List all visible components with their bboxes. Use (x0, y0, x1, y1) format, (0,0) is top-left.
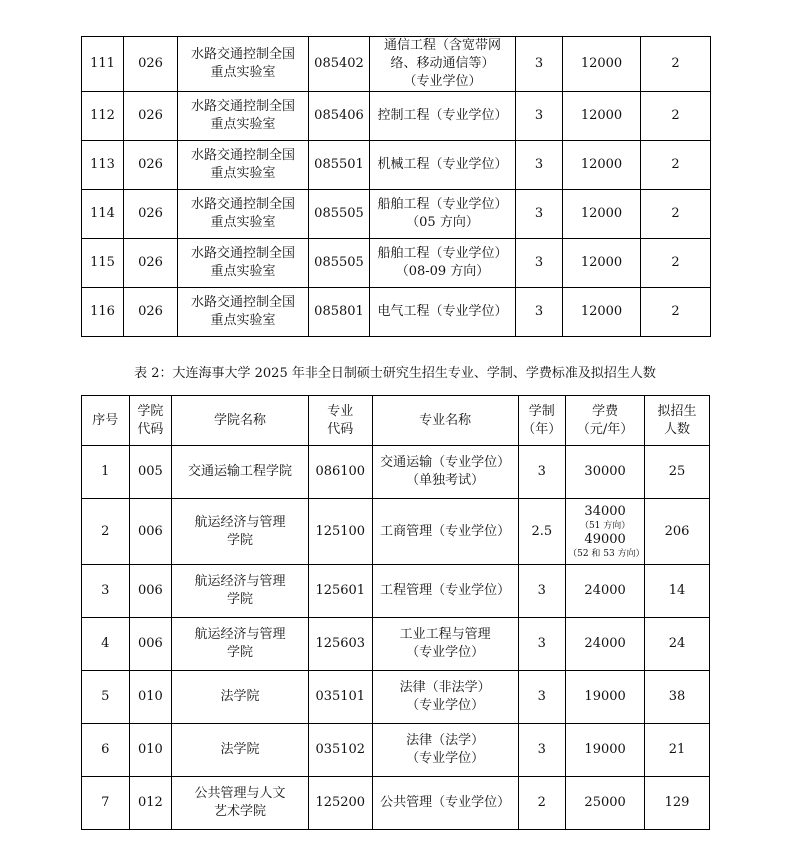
cell-major-code: 086100 (308, 446, 372, 499)
cell-fee: 25000 (566, 777, 645, 830)
cell-major-code: 085505 (309, 239, 370, 288)
cell-college-name: 水路交通控制全国 重点实验室 (178, 37, 309, 92)
cell-college-name: 水路交通控制全国 重点实验室 (178, 190, 309, 239)
header-college-name: 学院名称 (172, 396, 309, 446)
table-1 (81, 36, 711, 337)
cell-major-name: 通信工程（含宽带网 络、移动通信等） （专业学位） (370, 37, 516, 92)
cell-major-name: 控制工程（专业学位） (370, 92, 516, 141)
table-row (82, 239, 711, 288)
header-fee: 学费 （元/年） (566, 396, 645, 446)
cell-no: 6 (82, 724, 130, 777)
cell-quota: 14 (645, 565, 710, 618)
cell-no: 112 (82, 92, 124, 141)
cell-college-code: 010 (129, 724, 172, 777)
cell-major-name: 工程管理（专业学位） (372, 565, 518, 618)
cell-college-code: 006 (129, 618, 172, 671)
table-row (82, 671, 710, 724)
cell-major-name: 工商管理（专业学位） (372, 499, 518, 565)
cell-quota: 129 (645, 777, 710, 830)
table-row (82, 190, 711, 239)
cell-major-code: 085402 (309, 37, 370, 92)
cell-no: 111 (82, 37, 124, 92)
header-quota: 拟招生 人数 (645, 396, 710, 446)
cell-quota: 2 (641, 92, 711, 141)
table-2-caption: 表 2：大连海事大学 2025 年非全日制硕士研究生招生专业、学制、学费标准及拟招生人数 (134, 366, 656, 381)
cell-years: 3 (516, 190, 563, 239)
cell-major-code: 125601 (308, 565, 372, 618)
cell-no: 1 (82, 446, 130, 499)
cell-major-name: 公共管理（专业学位） (372, 777, 518, 830)
table-row (82, 446, 710, 499)
cell-years: 3 (518, 724, 566, 777)
cell-college-code: 026 (124, 239, 178, 288)
cell-quota: 206 (645, 499, 710, 565)
cell-major-code: 125200 (308, 777, 372, 830)
cell-years: 3 (518, 618, 566, 671)
cell-college-code: 026 (124, 288, 178, 337)
cell-college-code: 026 (124, 92, 178, 141)
cell-major-name: 交通运输（专业学位） （单独考试） (372, 446, 518, 499)
cell-no: 113 (82, 141, 124, 190)
table-row (82, 37, 711, 92)
cell-college-name: 水路交通控制全国 重点实验室 (178, 141, 309, 190)
cell-fee: 19000 (566, 724, 645, 777)
cell-college-name: 交通运输工程学院 (172, 446, 309, 499)
cell-major-name: 电气工程（专业学位） (370, 288, 516, 337)
cell-quota: 24 (645, 618, 710, 671)
header-no: 序号 (82, 396, 130, 446)
cell-major-code: 125100 (308, 499, 372, 565)
cell-fee: 12000 (563, 239, 641, 288)
cell-fee (566, 499, 645, 565)
table-row (82, 141, 711, 190)
header-major-name: 专业名称 (372, 396, 518, 446)
cell-major-name: 工业工程与管理 （专业学位） (372, 618, 518, 671)
table-2-header (82, 396, 710, 446)
cell-major-code: 085406 (309, 92, 370, 141)
cell-fee: 12000 (563, 190, 641, 239)
table-2 (81, 395, 710, 830)
table-row (82, 92, 711, 141)
cell-no: 3 (82, 565, 130, 618)
cell-major-code: 035102 (308, 724, 372, 777)
table-1-body (82, 37, 711, 337)
table-row (82, 288, 711, 337)
cell-quota: 2 (641, 190, 711, 239)
fee-option-b: 49000 (584, 531, 626, 547)
cell-quota: 38 (645, 671, 710, 724)
table-row (82, 724, 710, 777)
cell-years: 3 (518, 565, 566, 618)
cell-college-name: 公共管理与人文 艺术学院 (172, 777, 309, 830)
cell-college-code: 026 (124, 190, 178, 239)
header-college-code: 学院 代码 (129, 396, 172, 446)
cell-no: 5 (82, 671, 130, 724)
cell-no: 7 (82, 777, 130, 830)
cell-fee: 12000 (563, 141, 641, 190)
cell-college-name: 航运经济与管理 学院 (172, 565, 309, 618)
fee-option-a-note: （51 方向） (579, 520, 631, 531)
cell-quota: 21 (645, 724, 710, 777)
cell-college-code: 026 (124, 37, 178, 92)
cell-no: 115 (82, 239, 124, 288)
cell-college-name: 水路交通控制全国 重点实验室 (178, 92, 309, 141)
cell-quota: 2 (641, 239, 711, 288)
cell-years: 3 (516, 92, 563, 141)
cell-fee: 30000 (566, 446, 645, 499)
table-2-body (82, 446, 710, 830)
header-row (82, 396, 710, 446)
cell-college-code: 010 (129, 671, 172, 724)
table-row (82, 565, 710, 618)
cell-fee: 24000 (566, 565, 645, 618)
cell-college-name: 水路交通控制全国 重点实验室 (178, 288, 309, 337)
cell-major-name: 船舶工程（专业学位） （05 方向） (370, 190, 516, 239)
table-row (82, 499, 710, 565)
cell-fee: 12000 (563, 288, 641, 337)
cell-college-code: 012 (129, 777, 172, 830)
cell-college-code: 006 (129, 499, 172, 565)
cell-college-name: 法学院 (172, 724, 309, 777)
cell-no: 2 (82, 499, 130, 565)
cell-no: 4 (82, 618, 130, 671)
cell-major-name: 法律（法学） （专业学位） (372, 724, 518, 777)
fee-option-b-note: （52 和 53 方向） (568, 548, 645, 559)
cell-quota: 2 (641, 288, 711, 337)
cell-years: 2 (518, 777, 566, 830)
cell-major-code: 085505 (309, 190, 370, 239)
cell-fee: 19000 (566, 671, 645, 724)
cell-no: 114 (82, 190, 124, 239)
cell-major-name: 机械工程（专业学位） (370, 141, 516, 190)
cell-quota: 2 (641, 141, 711, 190)
cell-fee: 12000 (563, 92, 641, 141)
cell-years: 3 (516, 288, 563, 337)
cell-fee: 24000 (566, 618, 645, 671)
cell-college-name: 水路交通控制全国 重点实验室 (178, 239, 309, 288)
cell-quota: 25 (645, 446, 710, 499)
table-row (82, 777, 710, 830)
cell-years: 3 (518, 446, 566, 499)
cell-major-code: 035101 (308, 671, 372, 724)
header-years: 学制 （年） (518, 396, 566, 446)
cell-major-code: 085801 (309, 288, 370, 337)
fee-option-a: 34000 (584, 503, 626, 519)
cell-years: 3 (516, 239, 563, 288)
table-row (82, 618, 710, 671)
cell-quota: 2 (641, 37, 711, 92)
cell-college-name: 航运经济与管理 学院 (172, 499, 309, 565)
cell-major-name: 船舶工程（专业学位） （08-09 方向） (370, 239, 516, 288)
cell-college-name: 航运经济与管理 学院 (172, 618, 309, 671)
cell-college-name: 法学院 (172, 671, 309, 724)
cell-major-name: 法律（非法学） （专业学位） (372, 671, 518, 724)
header-major-code: 专业 代码 (308, 396, 372, 446)
cell-fee: 12000 (563, 37, 641, 92)
cell-years: 3 (516, 37, 563, 92)
cell-years: 3 (518, 671, 566, 724)
cell-major-code: 085501 (309, 141, 370, 190)
cell-college-code: 005 (129, 446, 172, 499)
cell-years: 3 (516, 141, 563, 190)
cell-years: 2.5 (518, 499, 566, 565)
cell-college-code: 006 (129, 565, 172, 618)
cell-college-code: 026 (124, 141, 178, 190)
cell-major-code: 125603 (308, 618, 372, 671)
cell-no: 116 (82, 288, 124, 337)
